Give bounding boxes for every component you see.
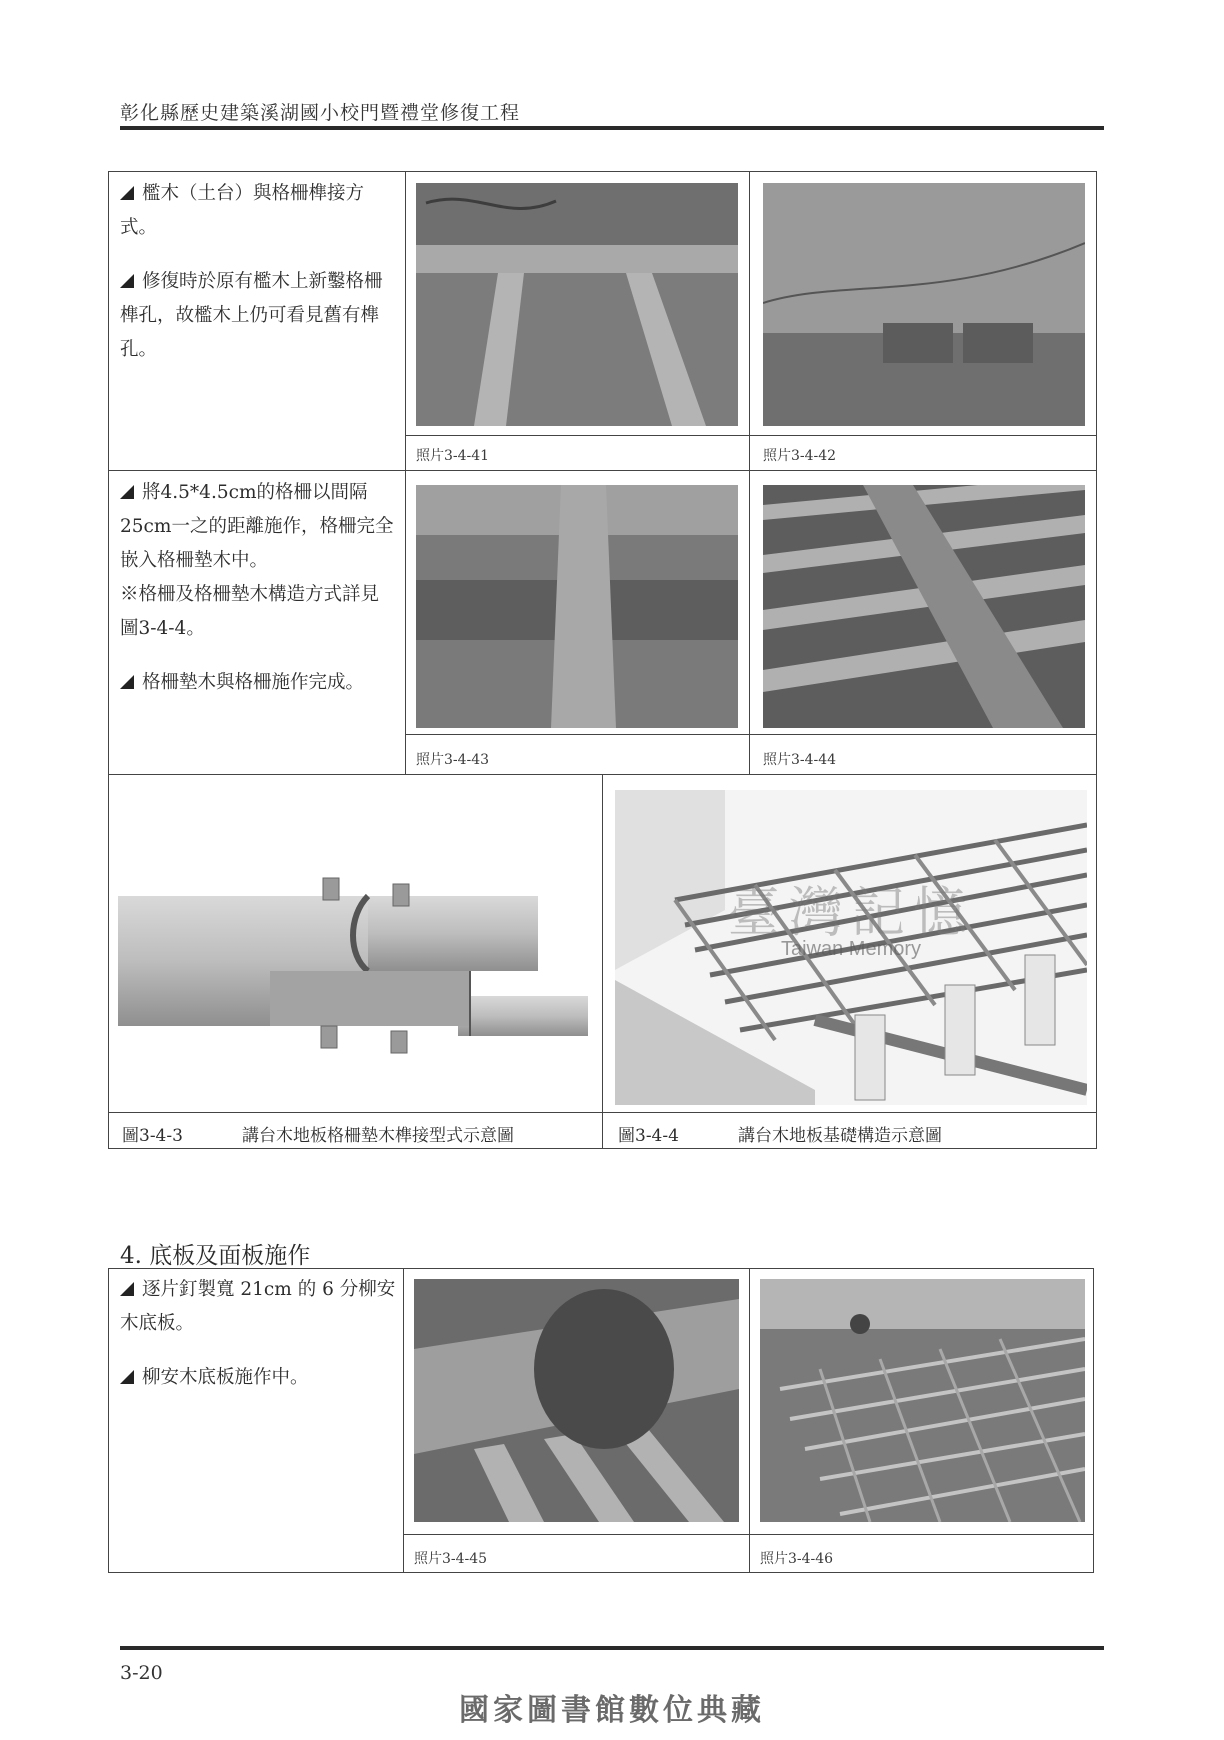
figure-3-4-4-drawing (615, 790, 1087, 1105)
triangle-bullet-icon (120, 274, 134, 288)
triangle-bullet-icon (120, 186, 134, 200)
block2-description (120, 476, 396, 720)
document-header-title: 彰化縣歷史建築溪湖國小校門暨禮堂修復工程 (120, 102, 521, 124)
photo-caption-44: 照片3-4-44 (763, 752, 837, 768)
photo-caption-43: 照片3-4-43 (416, 752, 490, 768)
triangle-bullet-icon (120, 1282, 134, 1296)
photo-caption-45: 照片3-4-45 (414, 1551, 488, 1567)
block1-description (120, 177, 396, 387)
figure-3-4-3-number: 圖3-4-3 (122, 1126, 183, 1146)
header-rule (120, 126, 1104, 130)
block1-paragraph-1: 檻木（土台）與格柵榫接方式。 (120, 183, 365, 238)
block1-paragraph-2: 修復時於原有檻木上新鑿格柵榫孔，故檻木上仍可看見舊有榫孔。 (120, 271, 383, 360)
section-4-title: 4. 底板及面板施作 (120, 1243, 311, 1269)
block2-note: ※格柵及格柵墊木構造方式詳見圖3-4-4。 (120, 584, 380, 639)
watermark-subtext: Taiwan Memory (780, 938, 922, 960)
photo-caption-42: 照片3-4-42 (763, 448, 837, 464)
watermark-text: 臺灣記憶 (727, 881, 975, 944)
section4-paragraph-1: 逐片釘製寬 21cm 的 6 分柳安木底板。 (120, 1279, 396, 1334)
figure-3-4-4-number: 圖3-4-4 (618, 1126, 679, 1146)
footer-rule (120, 1646, 1104, 1650)
block2-paragraph-2: 格柵墊木與格柵施作完成。 (142, 672, 365, 693)
section4-paragraph-2: 柳安木底板施作中。 (142, 1367, 309, 1388)
photo-3-4-45 (414, 1279, 739, 1522)
archive-mark: 國家圖書館數位典藏 (459, 1693, 765, 1728)
section4-description (120, 1273, 396, 1415)
photo-3-4-43 (416, 485, 738, 728)
photo-caption-41: 照片3-4-41 (416, 448, 490, 464)
photo-caption-46: 照片3-4-46 (760, 1551, 834, 1567)
photo-3-4-44 (763, 485, 1085, 728)
block2-paragraph-1: 將4.5*4.5cm的格柵以間隔25cm一之的距離施作，格柵完全嵌入格柵墊木中。 (120, 482, 394, 571)
figure-3-4-4-title: 講台木地板基礎構造示意圖 (738, 1126, 942, 1146)
figure-3-4-3-title: 講台木地板格柵墊木榫接型式示意圖 (242, 1126, 514, 1146)
photo-3-4-42 (763, 183, 1085, 426)
triangle-bullet-icon (120, 675, 134, 689)
page-number: 3-20 (120, 1662, 163, 1684)
photo-3-4-46 (760, 1279, 1085, 1522)
photo-3-4-41 (416, 183, 738, 426)
triangle-bullet-icon (120, 1370, 134, 1384)
figure-3-4-3-drawing (118, 786, 596, 1106)
triangle-bullet-icon (120, 485, 134, 499)
